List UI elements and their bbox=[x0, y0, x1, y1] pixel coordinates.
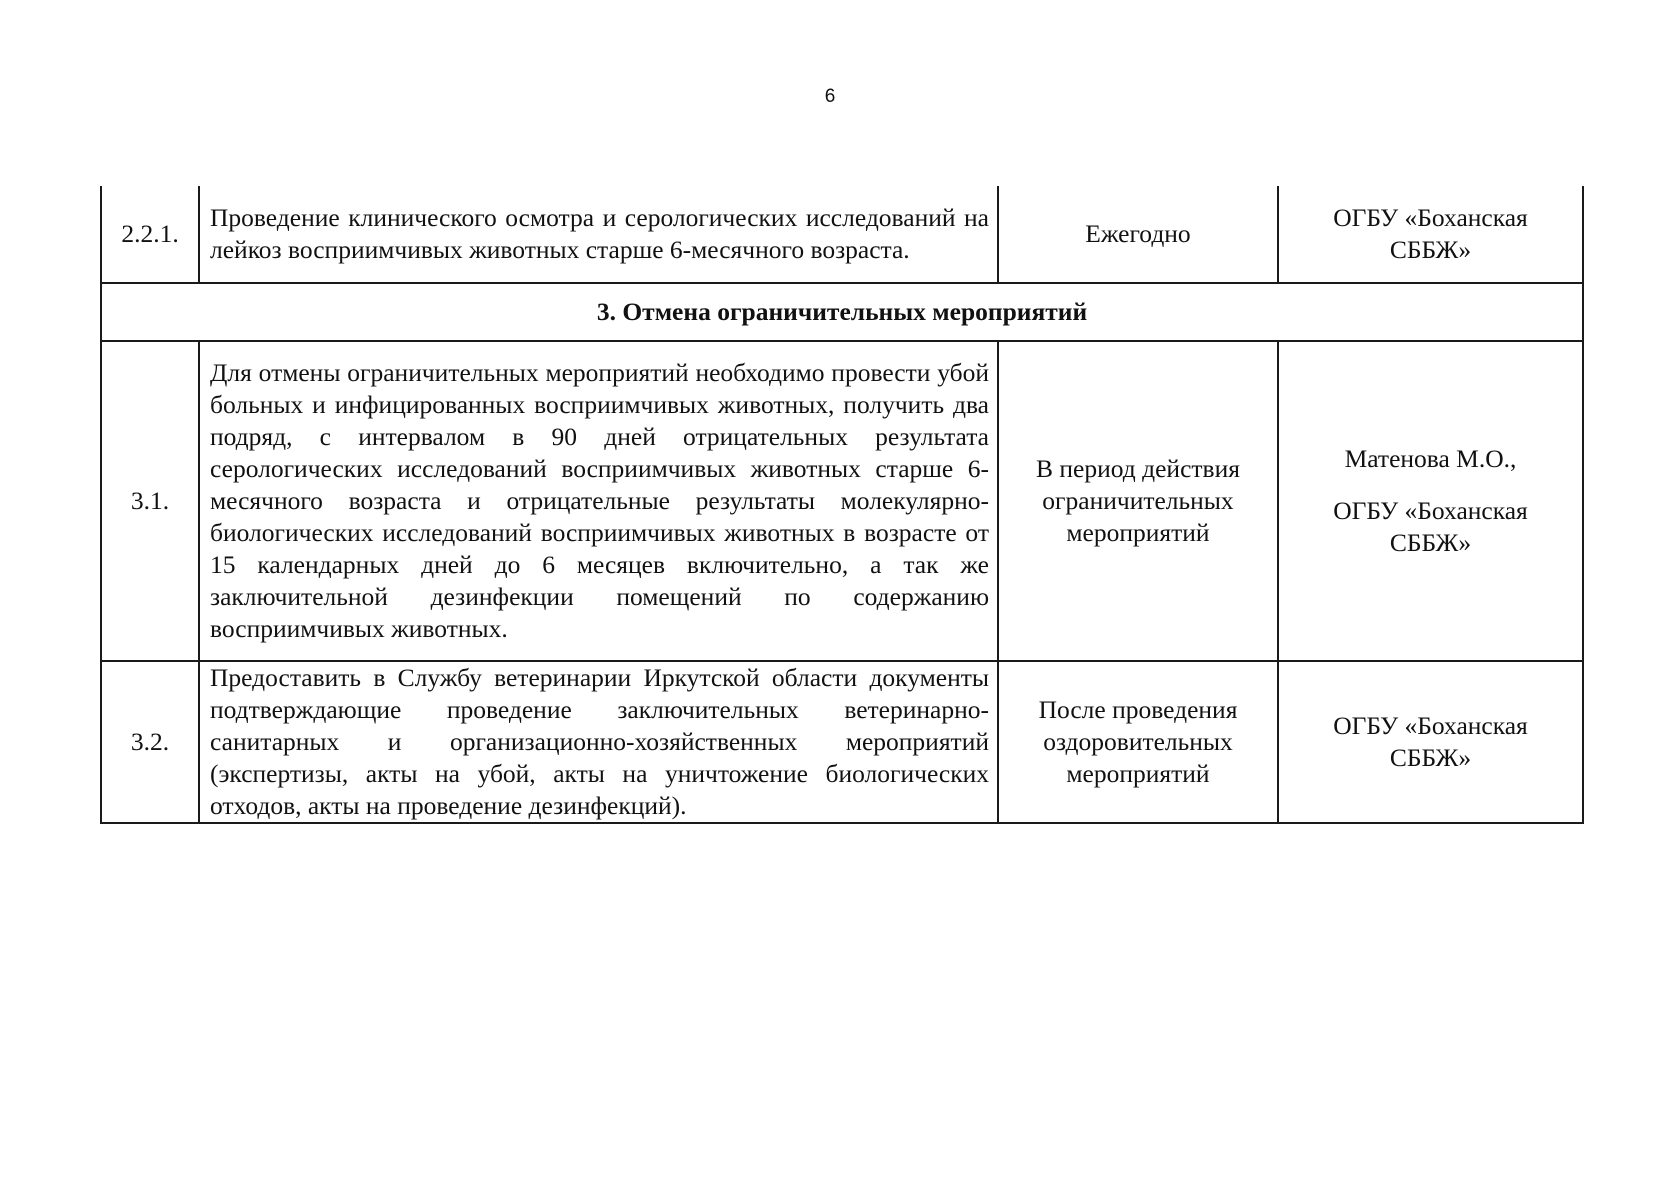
item-action-text: Для отмены ограничительных мероприятий необходимо провести убой больных и инфицированных восприимчивых животных, получить два подряд, с интервалом в 90 дней отрицательных результата серологических исследований восприимчивых животных старше 6-месячного возраста и отрицательные результаты молекулярно-биологических исследований восприимчивых животных в возрасте от 15 календарных дней до 6 месяцев включительно, а так же заключительной дезинфекции помещений по содержанию восприимчивых животных. bbox=[210, 358, 989, 643]
table-row bbox=[101, 661, 1583, 823]
item-action bbox=[199, 661, 998, 823]
item-number: 3.2. bbox=[101, 661, 199, 823]
item-action-text: Проведение клинического осмотра и серологических исследований на лейкоз восприимчивых животных старше 6-месячного возраста. bbox=[210, 203, 989, 264]
item-action bbox=[199, 186, 998, 283]
table-row bbox=[101, 341, 1583, 661]
section-row bbox=[101, 283, 1583, 341]
item-term: После проведения оздоровительных мероприятий bbox=[998, 661, 1278, 823]
item-action bbox=[199, 341, 998, 661]
page-number: 6 bbox=[824, 86, 836, 107]
item-term: В период действия ограничительных мероприятий bbox=[998, 341, 1278, 661]
item-action-text: Предоставить в Службу ветеринарии Иркутской области документы подтверждающие проведение заключительных ветеринарно-санитарных и организационно-хозяйственных мероприятий (экспертизы, акты на убой, акты на уничтожение биологических отходов, акты на проведение дезинфекций). bbox=[210, 663, 989, 820]
responsible-line: ОГБУ «Боханская СББЖ» bbox=[1333, 711, 1528, 772]
responsible-line: ОГБУ «Боханская СББЖ» bbox=[1333, 203, 1528, 264]
section-title: 3. Отмена ограничительных мероприятий bbox=[101, 283, 1583, 341]
item-responsible bbox=[1278, 186, 1583, 283]
item-number: 3.1. bbox=[101, 341, 199, 661]
item-number: 2.2.1. bbox=[101, 186, 199, 283]
table-row bbox=[101, 186, 1583, 283]
item-responsible bbox=[1278, 661, 1583, 823]
item-responsible bbox=[1278, 341, 1583, 661]
measures-table bbox=[100, 186, 1584, 824]
item-term: Ежегодно bbox=[998, 186, 1278, 283]
responsible-line: ОГБУ «Боханская СББЖ» bbox=[1333, 496, 1528, 557]
responsible-line: Матенова М.О., bbox=[1344, 444, 1517, 473]
